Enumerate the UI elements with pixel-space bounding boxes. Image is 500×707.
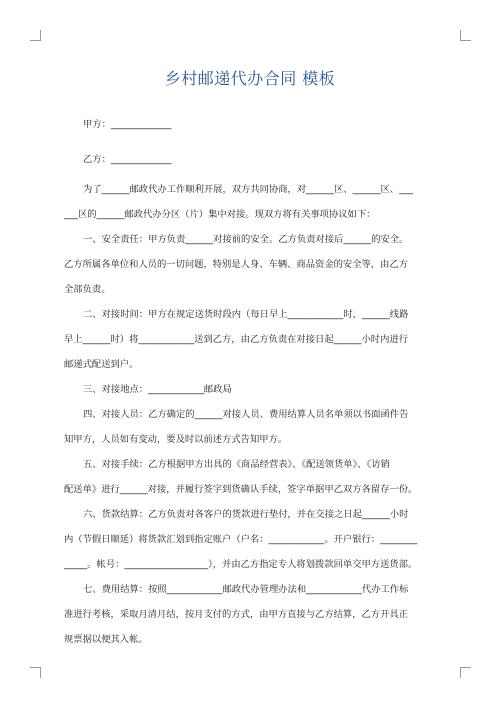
paragraph-line: 早上______时）将____________送到乙方，由乙方负责在对接日起______小时内进行 <box>64 334 408 345</box>
document-title: 乡村邮递代办合同 模板 <box>164 69 336 88</box>
crop-mark-bottom-left <box>30 667 41 678</box>
crop-mark-top-left <box>30 30 41 41</box>
paragraph-line: 准进行考核，采取月清月结，按月支付的方式，由甲方直接与乙方结算，乙方开具正 <box>64 609 408 620</box>
paragraph-line: _____。帐号：__________________），并由乙方指定专人将划拨款回单交甲方送货部。 <box>64 559 418 570</box>
paragraph-line: 二、对接时间：甲方在规定送货时段内（每日早上____________时，______线路 <box>83 309 409 320</box>
document-body <box>64 112 441 652</box>
clause-paragraph <box>64 227 441 302</box>
paragraph-line: 为了______邮政代办工作顺利开展，双方共同协商，对______区、______区、___ <box>83 184 414 195</box>
paragraph-line: 邮递式配送到户。 <box>64 359 139 370</box>
paragraph-line: 内（节假日顺延）将货款汇划到指定账户（户名：____________。开户银行：________ <box>64 534 418 545</box>
paragraph-line: 知甲方，人员如有变动，要及时以前述方式告知甲方。 <box>64 434 288 445</box>
paragraph-line: 六、货款结算：乙方负责对各客户的货款进行垫付，并在交接之日起______小时 <box>83 509 409 520</box>
clause-paragraph <box>64 452 441 502</box>
crop-mark-bottom-right <box>460 667 471 678</box>
paragraph-line: 乙方所属各单位和人员的一切问题，特别是人身、车辆、商品资金的安全等，由乙方 <box>64 259 408 270</box>
paragraph-line: 配送单》进行______对接，并履行签字到货确认手续，签字单据甲乙双方各留存一份。 <box>64 484 418 495</box>
paragraph-line: 四、对接人员：乙方确定的______对接人员、费用结算人员名单须以书面函件告 <box>83 409 409 420</box>
clause-paragraph <box>64 302 441 377</box>
paragraph-line: 五、对接手续：乙方根据甲方出具的《商品经营表》、《配送领货单》、《访销 <box>83 459 390 470</box>
clause-paragraph <box>64 502 441 577</box>
paragraph-line: 一、安全责任：甲方负责______对接前的安全。乙方负责对接后______的安全。 <box>83 234 409 245</box>
party-a-line: 甲方：_____________ <box>83 119 172 130</box>
paragraph-line: 全部负责。 <box>64 284 111 295</box>
clauses <box>64 177 441 652</box>
clause-paragraph <box>64 402 441 452</box>
crop-mark-top-right <box>460 30 471 41</box>
paragraph-line: ___区的______邮政代办分区（片）集中对接。现双方将有关事项协议如下： <box>64 209 376 220</box>
clause-paragraph <box>64 577 441 652</box>
party-b-line: 乙方：_____________ <box>83 154 172 165</box>
clause-paragraph <box>64 377 441 402</box>
paragraph-line: 七、费用结算：按照____________邮政代办管理办法和____________代办工作标 <box>83 584 409 595</box>
clause-paragraph <box>64 177 441 227</box>
paragraph-line: 规票据以便其入帐。 <box>64 634 148 645</box>
paragraph-line: 三、对接地点：____________邮政局 <box>83 384 232 395</box>
